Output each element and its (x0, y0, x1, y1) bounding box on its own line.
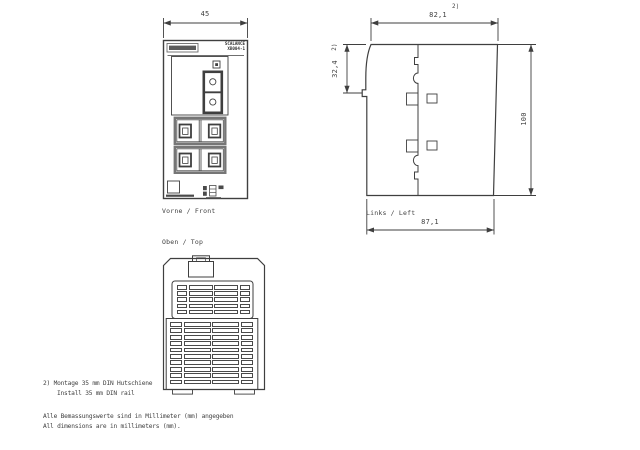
rj45-port-icon (209, 125, 221, 138)
vent-slot (212, 373, 239, 378)
left-front-height-dimension (343, 45, 366, 94)
ethernet-port-row-2 (175, 147, 226, 173)
vent-slot (212, 360, 239, 365)
vent-slot (241, 328, 253, 333)
vent-slot (241, 348, 253, 353)
vent-slot (240, 291, 250, 296)
vent-slot (212, 380, 239, 385)
front-inner-panel (172, 57, 229, 116)
vent-slot (214, 310, 238, 315)
vent-slot (170, 348, 182, 353)
vent-slot (184, 322, 211, 327)
vent-slot (189, 310, 213, 315)
vent-slot (212, 328, 239, 333)
vent-slot (189, 304, 213, 309)
vent-slot (241, 380, 253, 385)
vent-slot (170, 380, 182, 385)
vent-slot (212, 335, 239, 340)
vent-slot (241, 360, 253, 365)
vent-slot (170, 373, 182, 378)
vent-slot (189, 297, 213, 302)
vent-slot (240, 304, 250, 309)
left-view-caption: Links / Left (366, 209, 416, 217)
vent-slot (184, 335, 211, 340)
select-button (168, 181, 180, 193)
vent-slot (184, 341, 211, 346)
housing-detail-square (427, 141, 437, 150)
footnote-din-line1: 2) Montage 35 mm DIN Hutschiene (43, 380, 153, 387)
vent-slot (241, 354, 253, 359)
brand-line-1: SCALANCE (224, 41, 245, 46)
vent-slot (177, 304, 187, 309)
vent-slot (170, 335, 182, 340)
front-width-dimension (164, 18, 248, 38)
vent-slot (240, 310, 250, 315)
vent-slot (212, 341, 239, 346)
vent-slot (189, 285, 213, 290)
housing-detail-square (407, 140, 419, 152)
vent-slot (184, 354, 211, 359)
vent-slot (184, 328, 211, 333)
top-view-lower-vent-grid (170, 322, 253, 384)
vent-slot (184, 380, 211, 385)
housing-joint-line (413, 45, 418, 196)
rj45-port-icon (209, 154, 221, 167)
terminal-screw-icon (210, 79, 216, 85)
certification-marks (166, 186, 224, 199)
vent-slot (241, 335, 253, 340)
left-view (343, 18, 536, 235)
units-note-line2: All dimensions are in millimeters (mm). (43, 422, 181, 430)
ground-terminal-icon (213, 61, 220, 68)
vent-slot (212, 322, 239, 327)
vent-slot (170, 328, 182, 333)
vent-slot (184, 360, 211, 365)
vent-slot (240, 297, 250, 302)
top-view-caption: Oben / Top (162, 238, 204, 246)
article-label-plate-text (169, 46, 196, 50)
vent-slot (177, 291, 187, 296)
left-front-height-dim-label: 32,4 (331, 60, 339, 78)
vent-slot (170, 322, 182, 327)
device-brand-label (202, 42, 245, 52)
front-width-dim-label: 45 (200, 10, 210, 18)
power-terminal-block (204, 72, 222, 113)
left-top-depth-note: 2) (452, 4, 460, 10)
housing-detail-square (427, 94, 437, 103)
units-note-line1: Alle Bemassungswerte sind in Millimeter (mm) angegeben (43, 413, 234, 420)
left-top-depth-dim-label: 82,1 (429, 11, 447, 19)
mounting-foot (235, 390, 255, 395)
vent-slot (212, 367, 239, 372)
vent-slot (184, 348, 211, 353)
housing-detail-square (407, 93, 419, 105)
brand-line-2: XB004-1 (227, 45, 245, 51)
rj45-port-icon (180, 154, 192, 167)
vent-slot (241, 322, 253, 327)
vent-slot (214, 297, 238, 302)
left-height-dim-label: 100 (520, 112, 528, 126)
vent-slot (189, 291, 213, 296)
vent-slot (214, 285, 238, 290)
vent-slot (241, 341, 253, 346)
rj45-port-icon (180, 125, 192, 138)
top-view-upper-vent-grid (177, 285, 250, 314)
vent-slot (214, 291, 238, 296)
vent-slot (170, 360, 182, 365)
vent-slot (212, 354, 239, 359)
vent-slot (241, 367, 253, 372)
vent-slot (241, 373, 253, 378)
vent-slot (212, 348, 239, 353)
mounting-foot (173, 390, 193, 395)
vent-slot (170, 341, 182, 346)
vent-slot (170, 367, 182, 372)
left-device-outline (362, 45, 497, 196)
vent-slot (177, 285, 187, 290)
vent-slot (170, 354, 182, 359)
terminal-screw-icon (210, 99, 216, 105)
footnote-din-line2: Install 35 mm DIN rail (57, 389, 135, 397)
left-top-depth-dimension (371, 18, 498, 41)
vent-slot (184, 367, 211, 372)
vent-slot (214, 304, 238, 309)
vent-slot (184, 373, 211, 378)
front-view-caption: Vorne / Front (162, 207, 216, 215)
left-bottom-depth-dim-label: 87,1 (421, 218, 439, 226)
vent-slot (177, 310, 187, 315)
left-front-height-note: 2) (332, 43, 338, 51)
vent-slot (240, 285, 250, 290)
vent-slot (177, 297, 187, 302)
ethernet-port-row-1 (175, 118, 226, 144)
